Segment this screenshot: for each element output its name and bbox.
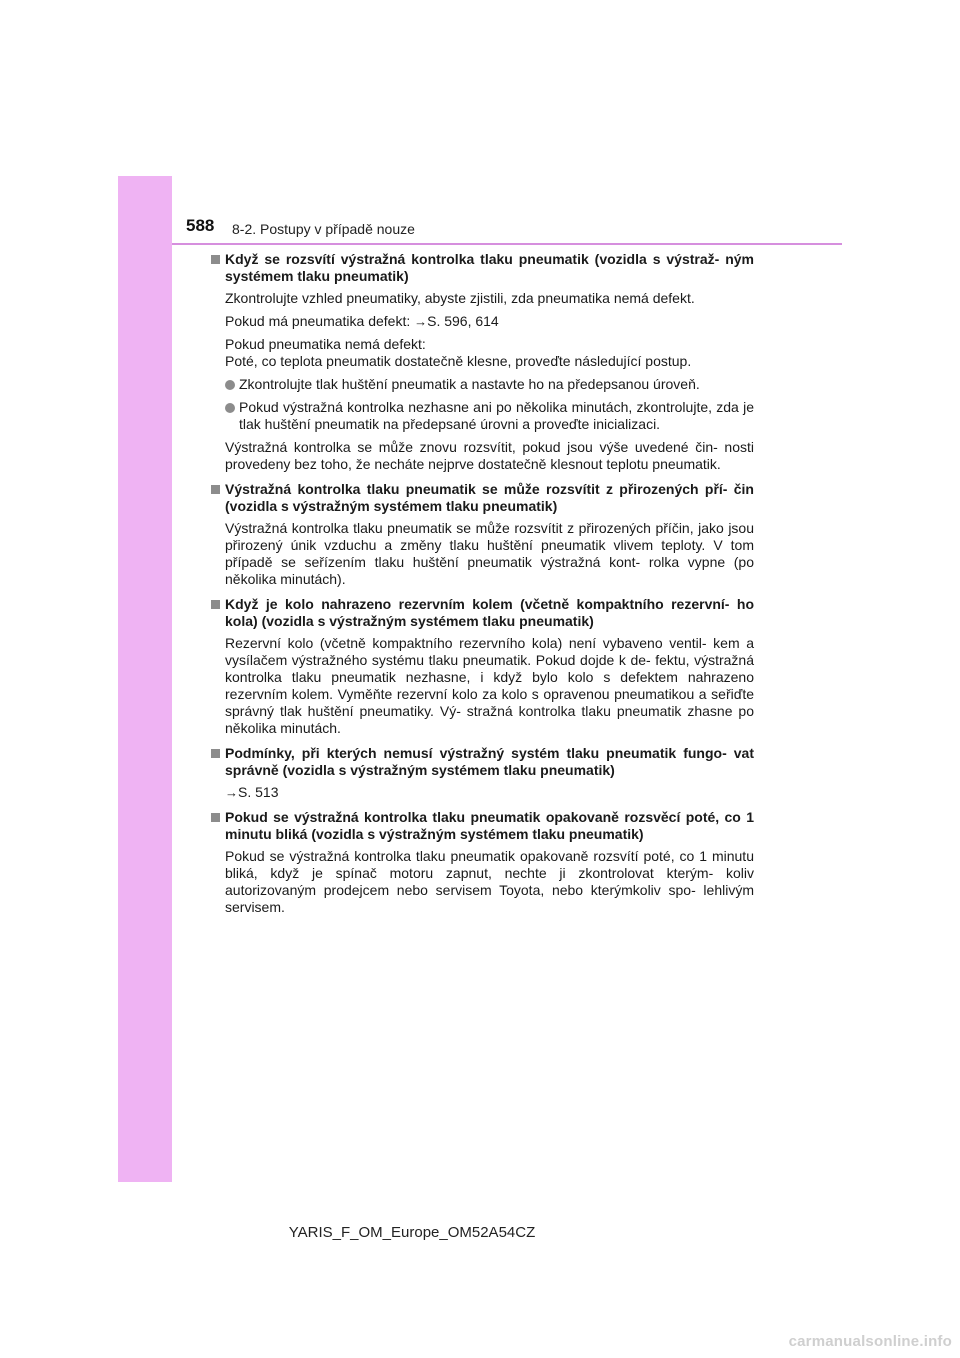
- paragraph: Výstražná kontrolka se může znovu rozsvítit, pokud jsou výše uvedené čin- nosti provedeny bez toho, že necháte nejprve dostatečně klesnout teplotu pneumatik.: [225, 439, 754, 472]
- page-reference-link[interactable]: S. 513: [238, 784, 279, 800]
- section-system-conditions: [208, 745, 754, 801]
- list-item: Pokud výstražná kontrolka nezhasne ani po několika minutách, zkontrolujte, zda je tlak huštění pneumatik na předepsané úrovni a proveďte inicializaci.: [208, 399, 754, 433]
- watermark: carmanualsonline.info: [788, 1333, 952, 1350]
- list-item: Zkontrolujte tlak huštění pneumatik a nastavte ho na předepsanou úroveň.: [208, 376, 754, 393]
- paragraph: Výstražná kontrolka tlaku pneumatik se může rozsvítit z přirozených příčin, jako jsou přirozený únik vzduchu a změny tlaku huštění pneumatik vlivem teploty. V tom případě se seřízením tlaku huštění pneumatik výstražná kont- rolka vypne (po několika minutách).: [225, 520, 754, 587]
- square-bullet-icon: [211, 600, 220, 609]
- page-number: 588: [186, 216, 215, 235]
- section-blinking-light: [208, 809, 754, 916]
- round-bullet-icon: [225, 380, 235, 390]
- section-heading: Pokud se výstražná kontrolka tlaku pneumatik opakovaně rozsvěcí poté, co 1 minutu bliká (vozidla s výstražným systémem tlaku pneumatik): [208, 809, 754, 843]
- footer-document-id: YARIS_F_OM_Europe_OM52A54CZ: [288, 1224, 536, 1241]
- paragraph-reference: [208, 784, 754, 801]
- round-bullet-icon: [225, 403, 235, 413]
- square-bullet-icon: [211, 749, 220, 758]
- paragraph-reference: Pokud má pneumatika defekt: →S. 596, 614: [225, 313, 499, 329]
- square-bullet-icon: [211, 813, 220, 822]
- section-heading: Výstražná kontrolka tlaku pneumatik se může rozsvítit z přirozených pří- čin (vozidla s výstražným systémem tlaku pneumatik): [208, 481, 754, 515]
- paragraph: Rezervní kolo (včetně kompaktního rezervního kola) není vybaveno ventil- kem a vysílačem výstražného systému tlaku pneumatik. Pokud dojde k de- fektu, výstražná kontrolka tlaku pneumatik nezhasne, i když bylo kolo s defektem nahrazeno rezervním kolem. Vyměňte rezervní kolo za kolo s opravenou pneumatikou a seřiďte správný tlak huštění pneumatiky. Vý- stražná kontrolka tlaku pneumatik zhasne po několika minutách.: [225, 635, 754, 736]
- section-title: 8-2. Postupy v případě nouze: [232, 221, 415, 237]
- section-spare-wheel: [208, 596, 754, 737]
- section-warning-light-on: [208, 251, 754, 473]
- arrow-right-icon: →: [225, 785, 238, 800]
- paragraph: Zkontrolujte vzhled pneumatiky, abyste zjistili, zda pneumatika nemá defekt.: [225, 290, 695, 306]
- section-heading: Když je kolo nahrazeno rezervním kolem (včetně kompaktního rezervní- ho kola) (vozidla s výstražným systémem tlaku pneumatik): [208, 596, 754, 630]
- paragraph: Pokud se výstražná kontrolka tlaku pneumatik opakovaně rozsvítí poté, co 1 minutu bliká, když je spínač motoru zapnut, nechte ji zkontrolovat kterým- koliv autorizovaným prodejcem nebo servisem Toyota, nebo kterýmkoliv spo- lehlivým servisem.: [225, 848, 754, 915]
- side-tab-band: [118, 176, 172, 1182]
- section-heading: Podmínky, při kterých nemusí výstražný systém tlaku pneumatik fungo- vat správně (vozidla s výstražným systémem tlaku pneumatik): [208, 745, 754, 779]
- arrow-right-icon: →: [414, 314, 428, 329]
- header-divider: [172, 243, 842, 245]
- page-reference-link[interactable]: S. 596, 614: [427, 313, 499, 329]
- paragraph: Pokud pneumatika nemá defekt: Poté, co teplota pneumatik dostatečně klesne, proveďte následující postup.: [225, 336, 692, 369]
- section-heading: Když se rozsvítí výstražná kontrolka tlaku pneumatik (vozidla s výstraž- ným systémem tlaku pneumatik): [208, 251, 754, 285]
- square-bullet-icon: [211, 255, 220, 264]
- page-content: [208, 251, 754, 924]
- square-bullet-icon: [211, 485, 220, 494]
- section-natural-causes: [208, 481, 754, 588]
